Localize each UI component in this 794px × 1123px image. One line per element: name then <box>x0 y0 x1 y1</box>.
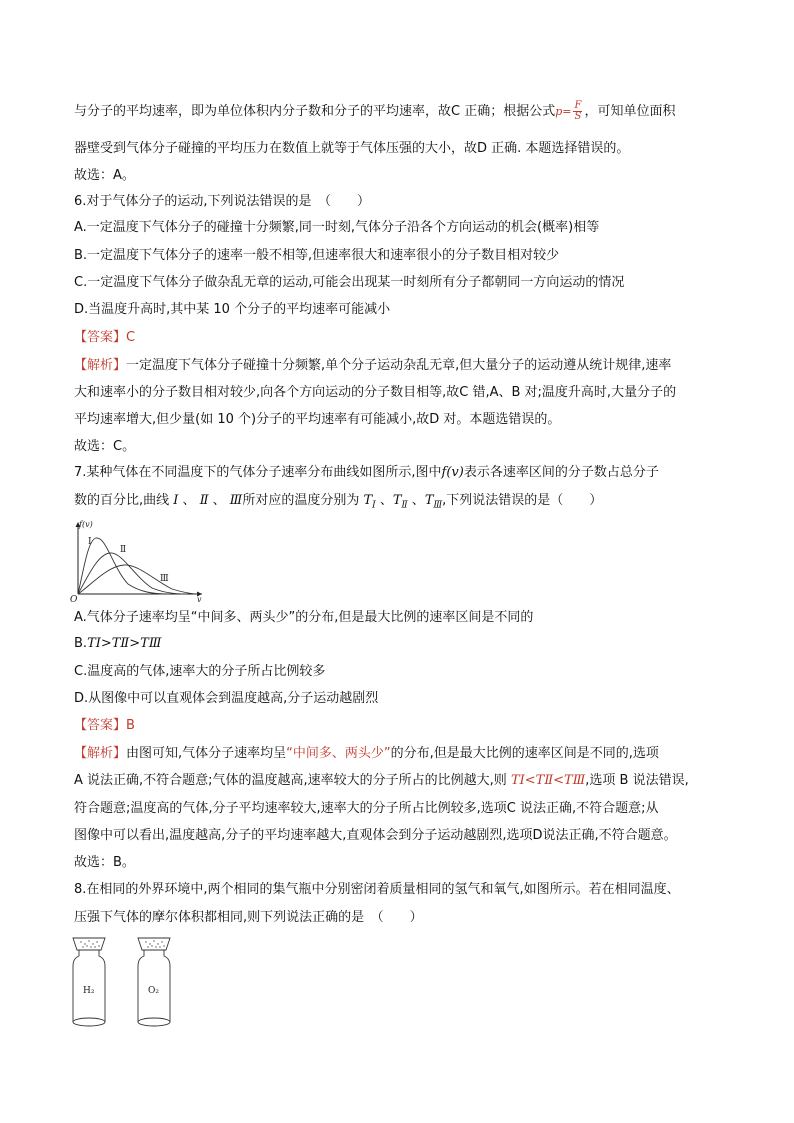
curve-ii-label: Ⅱ <box>120 545 127 555</box>
q6-option-b: B.一定温度下气体分子的速率一般不相等,但速率很大和速率很小的分子数目相对较少 <box>74 248 560 263</box>
q7-analysis-line-2 <box>74 771 689 791</box>
analysis-label: 【解析】 <box>74 746 127 761</box>
q7-stem-text-5: ,下列说法错误的是（ ） <box>442 493 603 508</box>
q7-option-c: C.温度高的气体,速率大的分子所占比例较多 <box>74 664 326 679</box>
prev-solution-line-1 <box>74 101 675 122</box>
answer-label: 【答案】 <box>74 718 127 733</box>
y-axis-label: f(v) <box>79 520 93 529</box>
gas-bottles-figure <box>68 932 208 1030</box>
q7-option-b-prefix: B. <box>74 636 88 651</box>
analysis-text-3: A 说法正确,不符合题意;气体的温度越高,速率较大的分子所占的比例越大,则 <box>74 773 507 788</box>
temp-t2-sub: Ⅱ <box>401 500 408 511</box>
temp-t1: T <box>363 493 373 508</box>
q7-stem-line-1 <box>74 463 659 483</box>
bottle-o2 <box>138 938 170 1026</box>
answer-value: C <box>126 330 136 345</box>
curve-label-i: Ⅰ <box>173 493 179 508</box>
q7-analysis-line-3: 符合题意;温度高的气体,分子平均速率较大,速率大的分子所占比例较多,选项C 说法正确,不符合题意;从 <box>74 801 659 816</box>
analysis-text: 由图可知,气体分子速率均呈 <box>126 746 287 761</box>
answer-value: B <box>126 718 135 733</box>
prev-solution-conclusion: 故选：A。 <box>74 168 135 183</box>
temp-t3-sub: Ⅲ <box>433 500 443 511</box>
bottle-o2-base <box>138 1018 170 1026</box>
q7-option-b <box>74 634 161 654</box>
formula-numerator: F <box>574 100 582 111</box>
analysis-text-2: 的分布,但是最大比例的速率区间是不同的,选项 <box>390 746 659 761</box>
q6-option-a: A.一定温度下气体分子的碰撞十分频繁,同一时刻,气体分子沿各个方向运动的机会(概率)相等 <box>74 220 600 235</box>
temp-t1-sub: Ⅰ <box>372 500 376 511</box>
formula-denominator: S <box>574 111 582 122</box>
prev-solution-text: 与分子的平均速率，即为单位体积内分子数和分子的平均速率，故C 正确；根据公式 <box>74 104 556 119</box>
q8-stem-line-2: 压强下气体的摩尔体积都相同,则下列说法正确的是 （ ） <box>74 910 423 925</box>
q6-option-c: C.一定温度下气体分子做杂乱无章的运动,可能会出现某一时刻所有分子都朝同一方向运动的情况 <box>74 275 625 290</box>
q7-conclusion: 故选：B。 <box>74 855 135 870</box>
q6-stem: 6.对于气体分子的运动,下列说法错误的是 （ ） <box>74 194 371 209</box>
analysis-text: 一定温度下气体分子碰撞十分频繁,单个分子运动杂乱无章,但大量分子的运动遵从统计规律,速率 <box>126 358 672 373</box>
temp-t3: T <box>424 493 434 508</box>
x-axis-label: v <box>197 595 202 602</box>
temp-t2: T <box>392 493 402 508</box>
curve-label-iii: Ⅲ <box>229 493 243 508</box>
q6-analysis-line-2: 大和速率小的分子数目相对较少,向各个方向运动的分子数目相等,故C 错,A、B 对;温度升高时,大量分子的 <box>74 385 677 400</box>
q7-analysis-line-4: 图像中可以看出,温度越高,分子的平均速率越大,直观体会到分子运动越剧烈,选项D说法正确,不符合题意。 <box>74 828 677 843</box>
analysis-quote: “中间多、两头少” <box>286 746 391 761</box>
answer-label: 【答案】 <box>74 330 127 345</box>
origin-label: O <box>70 595 78 602</box>
speed-distribution-graph <box>68 518 208 602</box>
bottle-h2 <box>73 938 105 1026</box>
q7-option-a: A.气体分子速率均呈“中间多、两头少”的分布,但是最大比例的速率区间是不同的 <box>74 610 534 625</box>
q8-stem-line-1: 8.在相同的外界环境中,两个相同的集气瓶中分别密闭着质量相同的氢气和氧气,如图所示。若在相同温度、 <box>74 882 680 897</box>
formula-p: p= <box>555 105 572 118</box>
curve-iii <box>78 565 198 594</box>
q7-stem-text-4: 所对应的温度分别为 <box>242 493 360 508</box>
analysis-label: 【解析】 <box>74 358 127 373</box>
bottle-o2-label: O₂ <box>148 986 159 996</box>
q7-answer <box>74 716 135 736</box>
q7-option-b-expr: TⅠ>TⅡ>TⅢ <box>87 636 162 651</box>
q6-option-d: D.当温度升高时,其中某 10 个分子的平均速率可能减小 <box>74 302 391 317</box>
bottle-h2-stopper <box>73 938 105 950</box>
q6-answer <box>74 328 135 348</box>
q7-analysis-line-1 <box>74 744 659 764</box>
formula-fraction <box>573 101 582 122</box>
analysis-text-4: ,选项 B 说法错误, <box>585 773 689 788</box>
q6-analysis-line-3: 平均速率增大,但少量(如 10 个)分子的平均速率有可能减小,故D 对。本题选错误的。 <box>74 412 561 427</box>
prev-solution-text-2: ，可知单位面积 <box>584 104 676 119</box>
bottle-h2-label: H₂ <box>83 986 95 996</box>
q6-conclusion: 故选：C。 <box>74 439 136 454</box>
bottle-h2-base <box>73 1018 105 1026</box>
curve-iii-label: Ⅲ <box>160 574 169 584</box>
analysis-expr: TⅠ<TⅡ<TⅢ <box>510 773 586 788</box>
q7-stem-text: 7.某种气体在不同温度下的气体分子速率分布曲线如图所示,图中 <box>74 465 442 480</box>
q7-stem-text-2: 表示各速率区间的分子数占总分子 <box>463 465 659 480</box>
q7-stem-line-2: 数的百分比,曲线 Ⅰ 、 Ⅱ 、 Ⅲ所对应的温度分别为 $T_Ⅰ$ 、$T_Ⅱ$ 、$T_Ⅲ$,下列说法错误的是（ ） <box>74 493 603 511</box>
q7-fv: f(v) <box>441 465 464 480</box>
curve-label-ii: Ⅱ <box>199 493 209 508</box>
bottle-o2-stopper <box>138 938 170 950</box>
curve-i-label: Ⅰ <box>88 537 92 547</box>
prev-solution-line-2: 器壁受到气体分子碰撞的平均压力在数值上就等于气体压强的大小，故D 正确. 本题选择错误的。 <box>74 141 630 156</box>
q7-stem-text-3: 数的百分比,曲线 <box>74 493 170 508</box>
q7-option-d: D.从图像中可以直观体会到温度越高,分子运动越剧烈 <box>74 691 379 706</box>
q6-analysis-line-1 <box>74 356 671 376</box>
